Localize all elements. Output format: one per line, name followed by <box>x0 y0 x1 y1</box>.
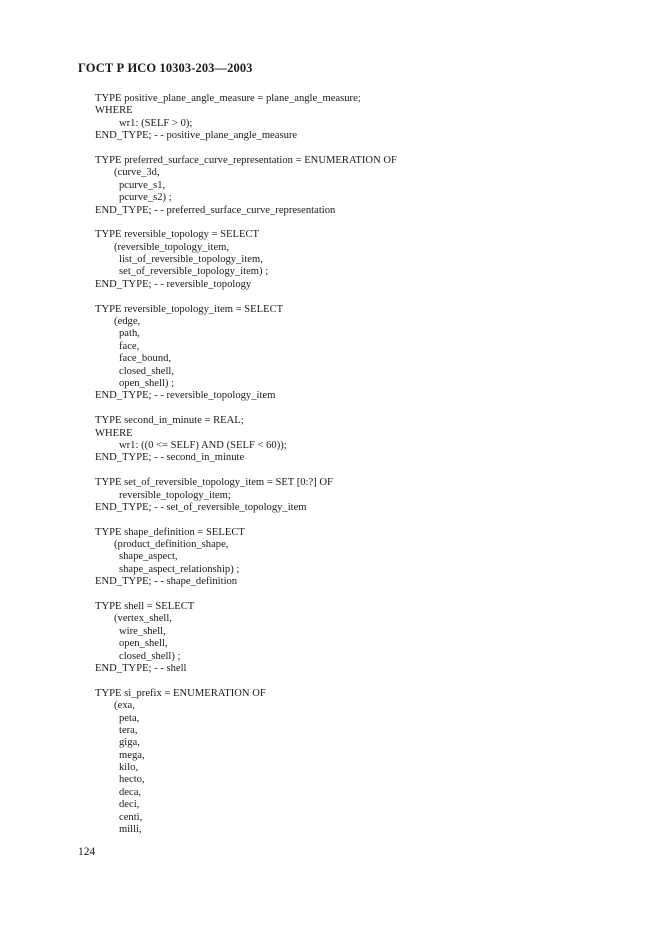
code-line: END_TYPE; - - shape_definition <box>95 576 238 588</box>
blank-line <box>95 675 397 687</box>
code-line: WHERE <box>95 105 133 117</box>
code-line: TYPE si_prefix = ENUMERATION OF <box>95 687 266 699</box>
express-code-listing <box>95 93 397 836</box>
blank-line <box>95 465 397 477</box>
code-line: face, <box>119 340 140 352</box>
code-line: pcurve_s1, <box>119 179 166 191</box>
code-line: mega, <box>119 749 145 761</box>
code-line: END_TYPE; - - second_in_minute <box>95 452 245 464</box>
blank-line <box>95 589 397 601</box>
code-line: giga, <box>119 737 140 749</box>
code-line: TYPE set_of_reversible_topology_item = SET [0:?] OF <box>95 477 333 489</box>
code-line: (edge, <box>114 316 141 328</box>
code-line: path, <box>119 328 140 340</box>
code-line: TYPE shape_definition = SELECT <box>95 526 245 538</box>
code-line: END_TYPE; - - preferred_surface_curve_representation <box>95 204 336 216</box>
code-line: wr1: (SELF > 0); <box>119 117 193 129</box>
blank-line <box>95 514 397 526</box>
code-line: milli, <box>119 824 142 836</box>
code-line: open_shell, <box>119 638 168 650</box>
code-line: hecto, <box>119 774 145 786</box>
code-line: wire_shell, <box>119 625 166 637</box>
code-line: tera, <box>119 724 138 736</box>
code-line: END_TYPE; - - reversible_topology_item <box>95 390 276 402</box>
code-line: closed_shell, <box>119 365 175 377</box>
code-line: (exa, <box>114 700 135 712</box>
code-line: (curve_3d, <box>114 167 160 179</box>
code-line: END_TYPE; - - shell <box>95 662 187 674</box>
code-line: TYPE positive_plane_angle_measure = plane_angle_measure; <box>95 93 361 104</box>
blank-line <box>95 143 397 155</box>
code-line: wr1: ((0 <= SELF) AND (SELF < 60)); <box>119 439 287 451</box>
blank-line <box>95 217 397 229</box>
code-line: kilo, <box>119 762 139 774</box>
code-line: reversible_topology_item; <box>119 489 231 501</box>
code-line: face_bound, <box>119 353 172 365</box>
blank-line <box>95 403 397 415</box>
code-line: END_TYPE; - - reversible_topology <box>95 278 252 290</box>
code-line: (reversible_topology_item, <box>114 241 230 253</box>
code-line: TYPE reversible_topology = SELECT <box>95 229 259 241</box>
code-line: TYPE reversible_topology_item = SELECT <box>95 303 284 315</box>
code-line: shape_aspect_relationship) ; <box>119 563 240 575</box>
code-line: (vertex_shell, <box>114 613 172 625</box>
page-number: 124 <box>78 846 96 858</box>
code-line: TYPE second_in_minute = REAL; <box>95 415 244 427</box>
code-line: peta, <box>119 712 140 724</box>
page-header: ГОСТ Р ИСО 10303-203—2003 <box>78 61 253 75</box>
code-line: END_TYPE; - - set_of_reversible_topology_item <box>95 501 307 513</box>
code-line: END_TYPE; - - positive_plane_angle_measure <box>95 130 298 142</box>
code-line: deca, <box>119 786 142 798</box>
code-line: deci, <box>119 799 140 811</box>
code-line: centi, <box>119 811 143 823</box>
code-line: closed_shell) ; <box>119 650 181 662</box>
code-line: open_shell) ; <box>119 377 175 389</box>
code-line: TYPE shell = SELECT <box>95 601 195 613</box>
code-line: TYPE preferred_surface_curve_representation = ENUMERATION OF <box>95 154 397 166</box>
code-line: set_of_reversible_topology_item) ; <box>119 266 269 278</box>
code-line: pcurve_s2) ; <box>119 192 172 204</box>
blank-line <box>95 291 397 303</box>
code-line: WHERE <box>95 427 133 439</box>
code-line: shape_aspect, <box>119 551 178 563</box>
code-line: (product_definition_shape, <box>114 539 229 551</box>
code-line: list_of_reversible_topology_item, <box>119 254 263 266</box>
